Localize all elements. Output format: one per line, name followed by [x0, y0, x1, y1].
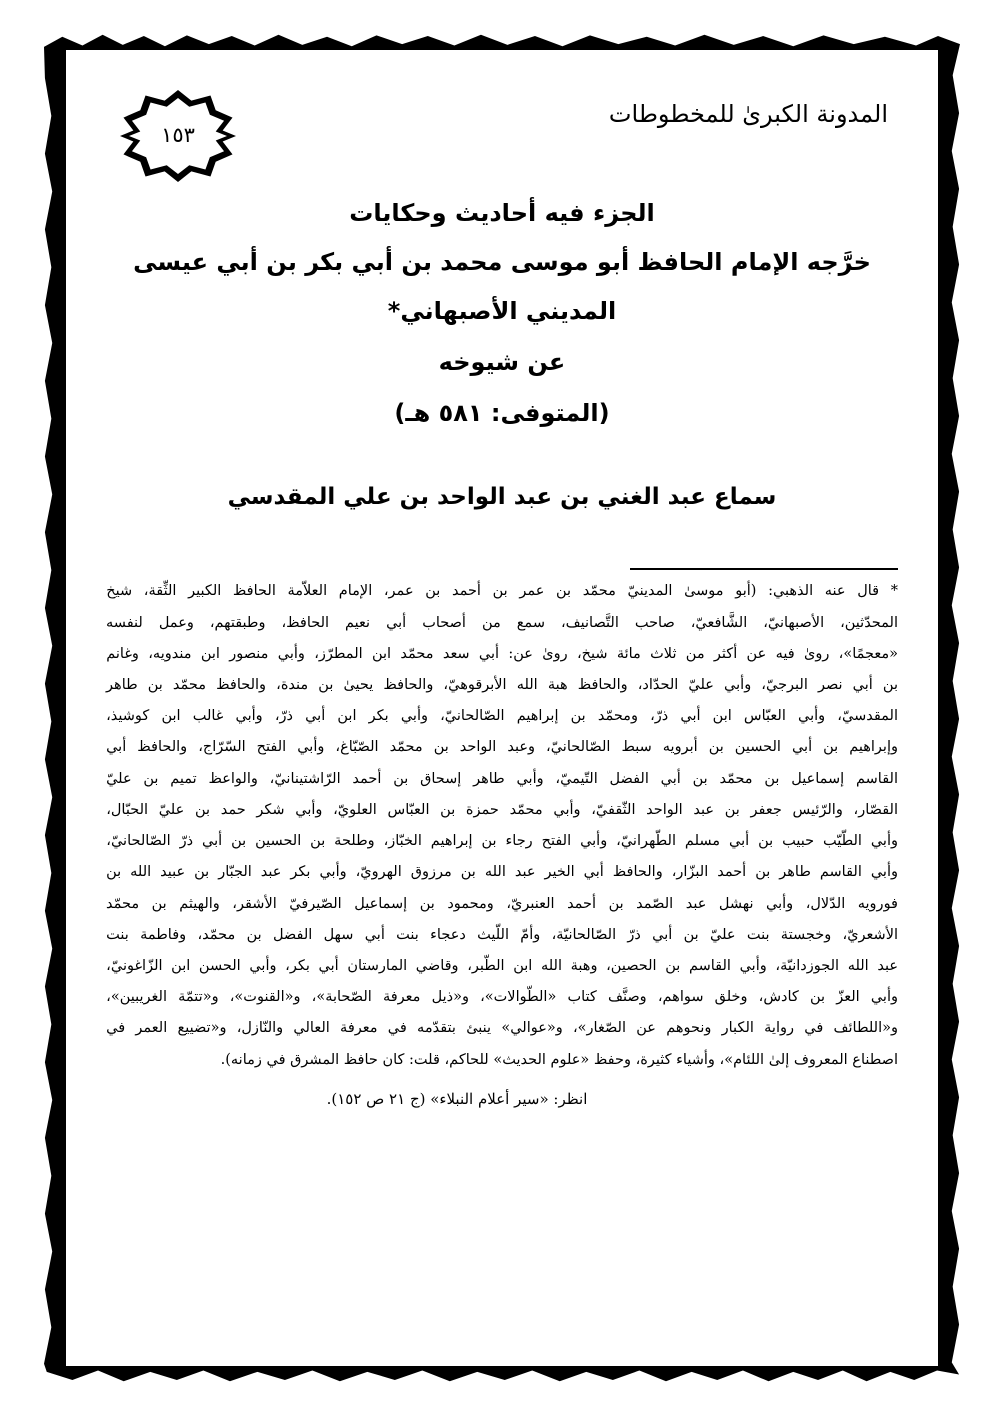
- footnote-body: [106, 584, 898, 1068]
- title-line-2: خرَّجه الإمام الحافظ أبو موسى محمد بن أبي بكر بن أبي عيسى: [133, 247, 871, 276]
- subtitle-sama-line: سماع عبد الغني بن عبد الواحد بن علي المقدسي: [227, 484, 777, 511]
- running-header-title: المدونة الكبرىٰ للمخطوطات: [608, 100, 888, 128]
- footnote-line: وإبراهيم بن أبي الحسين بن أبرويه سبط الصّالحانيّ، وعبد الواحد بن محمّد الصّبّاغ، وأبي الفتح السّرّاج، والحافظ أبي: [106, 739, 898, 756]
- footnote-line: * قال عنه الذهبي: (أبو موسىٰ المدينيّ محمّد بن عمر بن أحمد بن عمر، الإمام العلاّمة الحافظ الكبير الثِّقة، شيخ: [106, 583, 898, 600]
- title-block: [106, 194, 898, 432]
- footnote-line: وأبي الطّيّب حبيب بن أبي مسلم الطّهرانيّ، وأبي الفتح رجاء بن إبراهيم الخبّاز، وطلحة بن الحسين بن أبي ذرّ الصّالحانيّ،: [106, 833, 898, 850]
- footnote-separator-rule: [630, 568, 898, 570]
- footnote-line: وأبي القاسم طاهر بن أحمد البزّار، والحافظ أبي الخير عبد الله بن مرزوق الهرويّ، وأبي بكر عبد الجبّار بن عبيد الله بن: [106, 864, 898, 881]
- footnote-line: و«اللطائف في رواية الكبار ونحوهم عن الصّغار»، و«عوالي» ينبئ بتقدّمه في معرفة العالي والنّازل، و«تضييع العمر في: [106, 1020, 898, 1037]
- page-header: [106, 78, 898, 164]
- title-line-1: الجزء فيه أحاديث وحكايات: [349, 199, 655, 227]
- title-line-4: عن شيوخه: [438, 347, 566, 376]
- footnote-line: فورويه الدّلال، وأبي نهشل عبد الصّمد بن أحمد العنبريّ، ومحمود بن إسماعيل الصّيرفيّ الأشقر، والهيثم بن محمّد: [106, 895, 898, 912]
- page-number: ١٥٣: [161, 123, 195, 147]
- title-line-5-death-year: (المتوفى: ٥٨١ هـ): [394, 398, 610, 427]
- footnote-line: المقدسيّ، وأبي العبّاس ابن أبي ذرّ، ومحمّد بن إبراهيم الصّالحانيّ، وأبي بكر ابن أبي ذرّ، وأبي غالب ابن كوشيذ،: [106, 708, 898, 725]
- page-content: [66, 50, 938, 1366]
- page-number-badge: [120, 90, 236, 182]
- footnote-line: عبد الله الجوزدانيّة، وأبي القاسم بن الحصين، وهبة الله ابن الطّبر، وقاضي المارستان أبي بكر، وأبي الحسن ابن الزّاغونيّ،: [106, 958, 898, 974]
- footnote-line: «معجمًا»، روىٰ فيه عن أكثر من ثلاث مائة شيخ، روىٰ عن: أبي سعد محمّد ابن المطرّز، وأبي منصور ابن مندويه، وغانم: [106, 645, 898, 662]
- footnote-line: اصطناع المعروف إلىٰ اللئام»، وأشياء كثيرة، وحفظ «علوم الحديث» للحاكم، قلت: كان حافظ المشرق في زمانه).: [220, 1051, 898, 1068]
- title-line-3: المديني الأصبهاني*: [387, 296, 617, 325]
- footnote-reference: انظر: «سير أعلام النبلاء» (ج ٢١ ص ١٥٢).: [326, 1089, 588, 1108]
- footnote-line: وأبي العزّ بن كادش، وخلق سواهم، وصنَّف كتاب «الطّوالات»، و«ذيل معرفة الصّحابة»، و«القنوت»، و«تتمّة الغريبين»،: [106, 989, 898, 1006]
- footnote-line: الأشعريّ، وخجستة بنت عليّ بن أبي ذرّ الصّالحانيّة، وأمّ اللّيث دعجاء بنت أبي سهل الفضل بن محمّد، وفاطمة بنت: [106, 926, 898, 943]
- footnote-line: القاسم إسماعيل بن محمّد بن أبي الفضل التّيميّ، وأبي طاهر إسحاق بن أحمد الرّاشتينانيّ، والواعظ تميم بن عليّ: [106, 770, 898, 787]
- footnote-line: بن أبي نصر البرجيّ، وأبي عليّ الحدّاد، والحافظ هبة الله الأبرقوهيّ، والحافظ يحيىٰ بن مندة، والحافظ محمّد بن طاهر: [106, 677, 898, 694]
- footnote-line: المحدّثين، الأصبهانيّ، الشَّافعيّ، صاحب التَّصانيف، سمع من أصحاب أبي نعيم الحافظ، وطبقتهم، وعمل لنفسه: [106, 614, 898, 631]
- footnote-line: القصّار، والرّئيس جعفر بن عبد الواحد الثّقفيّ، وأبي محمّد حمزة بن العبّاس العلويّ، وأبي شكر حمد بن عليّ الحبّال،: [106, 801, 898, 818]
